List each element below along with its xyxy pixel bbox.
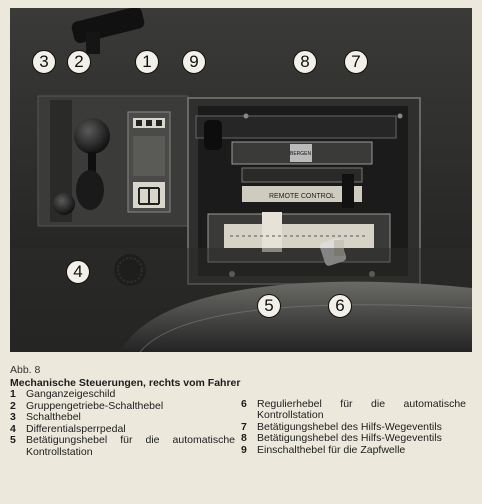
item-number: 6 <box>241 397 247 410</box>
callout-3: 3 <box>32 50 56 74</box>
figure-label: Abb. 8 <box>10 364 41 376</box>
item-text: Regulierhebel für die automatische Kontrollstation <box>257 397 466 421</box>
item-text: Ganganzeigeschild <box>26 388 116 400</box>
item-text: Betätigungshebel des Hilfs-Wegeventils <box>257 420 442 433</box>
caption-columns <box>10 377 472 459</box>
list-item <box>241 433 472 445</box>
callout-2: 2 <box>67 50 91 74</box>
item-number: 9 <box>241 443 247 456</box>
callout-1: 1 <box>135 50 159 74</box>
item-number: 4 <box>10 422 16 435</box>
callout-8: 8 <box>293 50 317 74</box>
caption-title: Mechanische Steuerungen, rechts vom Fahrer <box>10 376 241 389</box>
caption-left-column <box>10 377 241 459</box>
item-text: Betätigungshebel des Hilfs-Wegeventils <box>257 432 442 444</box>
plate-label-a: BERGEN <box>290 151 312 157</box>
list-item <box>10 435 241 458</box>
item-text: Einschalthebel für die Zapfwelle <box>257 443 406 456</box>
list-item <box>241 399 472 422</box>
item-text: Betätigungshebel für die automatische Kontrollstation <box>26 434 235 458</box>
callout-9: 9 <box>182 50 206 74</box>
callout-7: 7 <box>344 50 368 74</box>
item-text: Differentialsperrpedal <box>26 422 126 435</box>
item-text: Schalthebel <box>26 411 81 423</box>
list-item <box>241 445 472 457</box>
remote-control-plate-text: REMOTE CONTROL <box>268 193 336 200</box>
callout-5: 5 <box>257 294 281 318</box>
callout-6: 6 <box>328 294 352 318</box>
list-item <box>10 389 241 401</box>
item-number: 2 <box>10 399 16 412</box>
item-number: 3 <box>10 411 16 423</box>
caption-right-column <box>241 377 472 459</box>
item-text: Gruppengetriebe-Schalthebel <box>26 399 164 412</box>
item-number: 1 <box>10 388 16 400</box>
item-number: 7 <box>241 420 247 433</box>
figure-caption <box>10 365 472 458</box>
controls-photo <box>10 8 472 352</box>
item-number: 8 <box>241 432 247 444</box>
callout-4: 4 <box>66 260 90 284</box>
list-item <box>10 412 241 424</box>
item-number: 5 <box>10 434 16 446</box>
